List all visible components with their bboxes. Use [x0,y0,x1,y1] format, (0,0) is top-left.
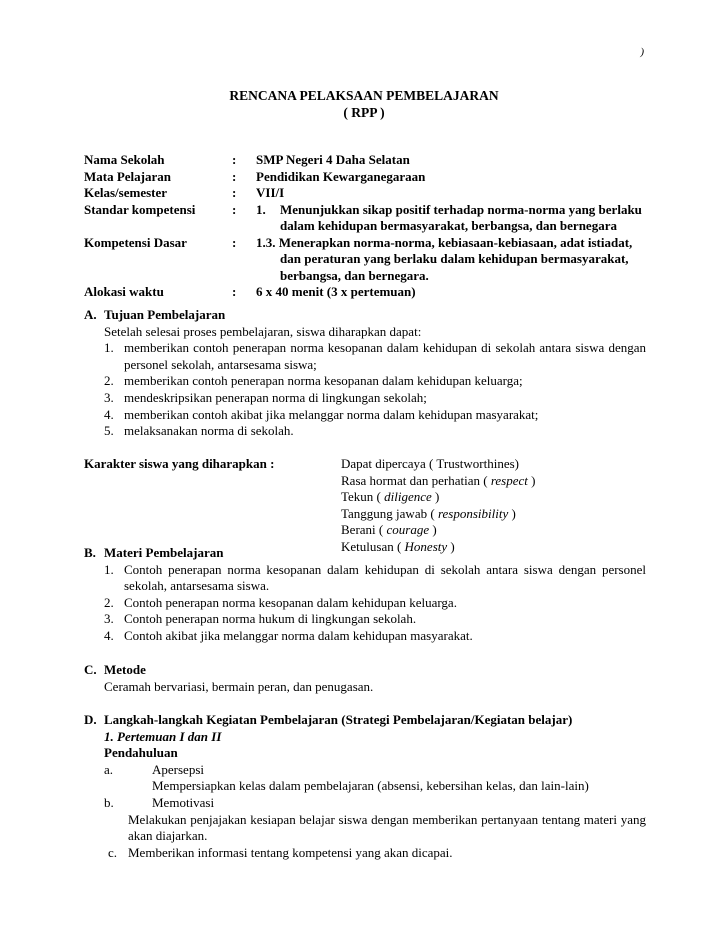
corner-mark: ) [640,46,644,58]
step-letter: b. [104,794,114,810]
meta-sep: : [232,152,237,167]
karakter-label: Karakter siswa yang diharapkan : [84,456,275,471]
item-text: memberikan contoh akibat jika melanggar norma dalam kehidupan masyarakat; [124,406,539,422]
list-item [104,628,646,645]
identity-block [84,152,654,301]
karakter-text: Tekun ( [341,489,385,505]
meta-value [256,202,654,235]
competence-line-1: 1.3. Menerapkan norma-norma, kebiasaan-kebiasaan, adat istiadat, [256,234,633,250]
meta-label: Kelas/semester [84,185,168,200]
meta-row-standard [84,202,654,235]
item-number: 3. [104,389,114,405]
karakter-text: Berani ( [341,522,387,538]
item-text: Contoh penerapan norma kesopanan dalam kehidupan keluarga. [124,594,457,610]
item-text: memberikan contoh penerapan norma kesopanan dalam kehidupan di sekolah antara siswa dengan personel sekolah, antarsesama siswa; [124,340,646,372]
meta-label: Alokasi waktu [84,284,164,299]
step-b-text: Melakukan penjajakan kesiapan belajar siswa dengan memberikan pertanyaan tentang materi yang akan diajarkan. [128,811,646,844]
meta-sep: : [232,234,237,250]
section-title: Metode [104,662,146,677]
meta-row-competence [84,235,654,285]
section-heading [84,545,646,562]
section-a [84,307,646,440]
karakter-term: responsibility [437,505,509,521]
title-line-1: RENCANA PELAKSAAN PEMBELAJARAN [229,88,499,103]
meta-value: VII/I [256,185,285,200]
section-body [84,324,646,440]
meta-label: Mata Pelajaran [84,168,172,184]
item-text: memberikan contoh penerapan norma kesopanan dalam kehidupan keluarga; [124,373,523,389]
section-heading [84,662,646,679]
karakter-text: Ketulusan ( [341,538,405,554]
karakter-row [84,456,646,556]
list-item [104,407,646,424]
karakter-term: respect [490,472,528,488]
karakter-close: ) [429,522,437,538]
section-letter: C. [84,662,97,677]
step-letter: c. [108,844,118,860]
section-letter: A. [84,307,97,322]
list-item [104,340,646,373]
list-item [104,373,646,390]
meta-value: SMP Negeri 4 Daha Selatan [256,152,410,167]
karakter-text: Rasa hormat dan perhatian ( [341,472,491,488]
title-line-2: ( RPP ) [343,105,385,120]
section-title: Tujuan Pembelajaran [104,307,226,322]
standard-line-1: Menunjukkan sikap positif terhadap norma-norma yang berlaku [280,201,642,217]
meta-value: 6 x 40 menit (3 x pertemuan) [256,284,416,299]
section-intro: Setelah selesai proses pembelajaran, siswa diharapkan dapat: [104,323,422,339]
section-heading [84,307,646,324]
list-item [104,562,646,595]
list-item [104,595,646,612]
karakter-close: ) [527,472,536,488]
meta-sep: : [232,185,237,200]
pendahuluan-title: Pendahuluan [104,745,178,761]
list-item [104,423,646,440]
competence-line-2: dan peraturan yang berlaku dalam kehidupan bermasyarakat, [280,251,629,266]
item-number: 4. [104,627,114,643]
karakter-item [341,456,535,473]
item-number: 1. [104,340,114,356]
section-title: Materi Pembelajaran [104,545,224,560]
karakter-close: ) [431,489,440,505]
step-title: Apersepsi [152,761,204,777]
competence-line-3: berbangsa, dan bernegara. [280,267,429,283]
karakter-item [341,506,535,523]
step-title: Memotivasi [152,794,215,810]
meta-label: Standar kompetensi [84,201,196,217]
karakter-text: Dapat dipercaya ( Trustworthines) [341,456,519,471]
item-number: 5. [104,423,114,439]
meta-row-subject [84,169,654,186]
item-number: 2. [104,373,114,389]
section-body [84,729,646,862]
document-title [0,87,728,121]
karakter-text: Tanggung jawab ( [341,505,438,521]
item-number: 1. [104,561,114,577]
step-text: Memberikan informasi tentang kompetensi yang akan dicapai. [128,844,453,860]
meta-sep: : [232,284,237,299]
section-text: Ceramah bervariasi, bermain peran, dan penugasan. [104,678,374,694]
karakter-term: courage [386,522,430,538]
karakter-item [341,489,535,506]
section-b [84,545,646,645]
karakter-item [341,473,535,490]
section-title: Langkah-langkah Kegiatan Pembelajaran (Strategi Pembelajaran/Kegiatan belajar) [104,712,573,727]
section-body [84,562,646,645]
meta-row-time [84,284,654,301]
meta-sep: : [232,201,237,217]
karakter-item [341,522,535,539]
section-d [84,712,646,861]
step-letter: a. [104,761,114,777]
karakter-close: ) [447,538,455,554]
list-item [104,390,646,407]
section-letter: B. [84,545,96,560]
item-number: 4. [104,406,114,422]
section-letter: D. [84,712,97,727]
standard-number: 1. [256,201,266,217]
step-b [104,795,646,812]
meta-sep: : [232,168,237,184]
meta-label: Nama Sekolah [84,152,165,167]
meta-value [256,235,654,285]
karakter-block [84,456,646,556]
karakter-list [341,456,535,556]
item-text: Contoh akibat jika melanggar norma dalam kehidupan masyarakat. [124,627,473,643]
item-text: mendeskripsikan penerapan norma di lingkungan sekolah; [124,389,427,405]
meta-row-school [84,152,654,169]
item-text: Contoh penerapan norma kesopanan dalam kehidupan di sekolah antara siswa dengan personel sekolah, antarsesama siswa. [124,561,646,594]
step-c [104,845,646,862]
karakter-term: Honesty [404,538,448,554]
step-a-text: Mempersiapkan kelas dalam pembelajaran (absensi, kebersihan kelas, dan lain-lain) [152,778,589,794]
item-number: 3. [104,611,114,627]
section-heading [84,712,646,729]
karakter-term: diligence [384,489,432,505]
meta-row-class [84,185,654,202]
step-a [104,762,646,779]
item-text: melaksanakan norma di sekolah. [124,423,294,439]
list-item [104,611,646,628]
standard-line-2: dalam kehidupan bermasyarakat, berbangsa, dan bernegara [280,218,617,233]
karakter-close: ) [508,505,516,521]
meta-value: Pendidikan Kewarganegaraan [256,168,426,184]
meeting-title: 1. Pertemuan I dan II [104,728,222,744]
section-c [84,662,646,695]
item-text: Contoh penerapan norma hukum di lingkungan sekolah. [124,611,417,627]
item-number: 2. [104,594,114,610]
meta-label: Kompetensi Dasar [84,234,187,250]
